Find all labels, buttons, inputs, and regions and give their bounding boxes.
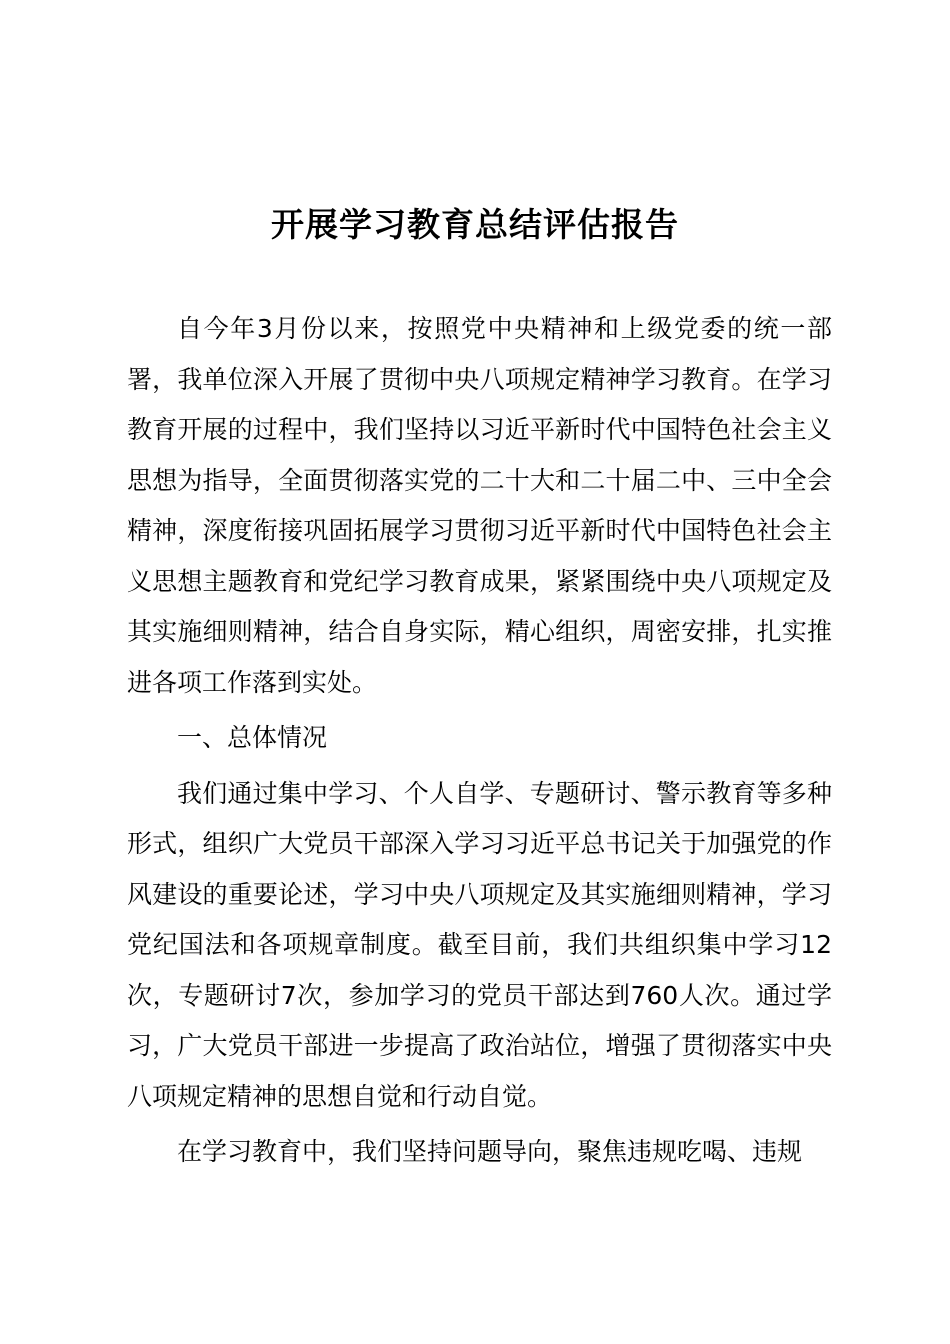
section-heading-overall: 一、总体情况 (177, 723, 328, 752)
document-title: 开展学习教育总结评估报告 (271, 205, 679, 244)
section-paragraph-study: 我们通过集中学习、个人自学、专题研讨、警示教育等多种形式，组织广大党员干部深入学习习近平总书记关于加强党的作风建设的重要论述，学习中央八项规定及其实施细则精神，学习党纪国法和各项规章制度。截至目前，我们共组织集中学习12次，专题研讨7次，参加学习的党员干部达到760人次。通过学习，广大党员干部进一步提高了政治站位，增强了贯彻落实中央八项规定精神的思想自觉和行动自觉。 (127, 778, 832, 1111)
section-paragraph-problem: 在学习教育中，我们坚持问题导向，聚焦违规吃喝、违规 (177, 1137, 803, 1166)
document-body (127, 304, 832, 1178)
intro-paragraph: 自今年3月份以来，按照党中央精神和上级党委的统一部署，我单位深入开展了贯彻中央八项规定精神学习教育。在学习教育开展的过程中，我们坚持以习近平新时代中国特色社会主义思想为指导，全面贯彻落实党的二十大和二十届二中、三中全会精神，深度衔接巩固拓展学习贯彻习近平新时代中国特色社会主义思想主题教育和党纪学习教育成果，紧紧围绕中央八项规定及其实施细则精神，结合自身实际，精心组织，周密安排，扎实推进各项工作落到实处。 (127, 314, 832, 697)
